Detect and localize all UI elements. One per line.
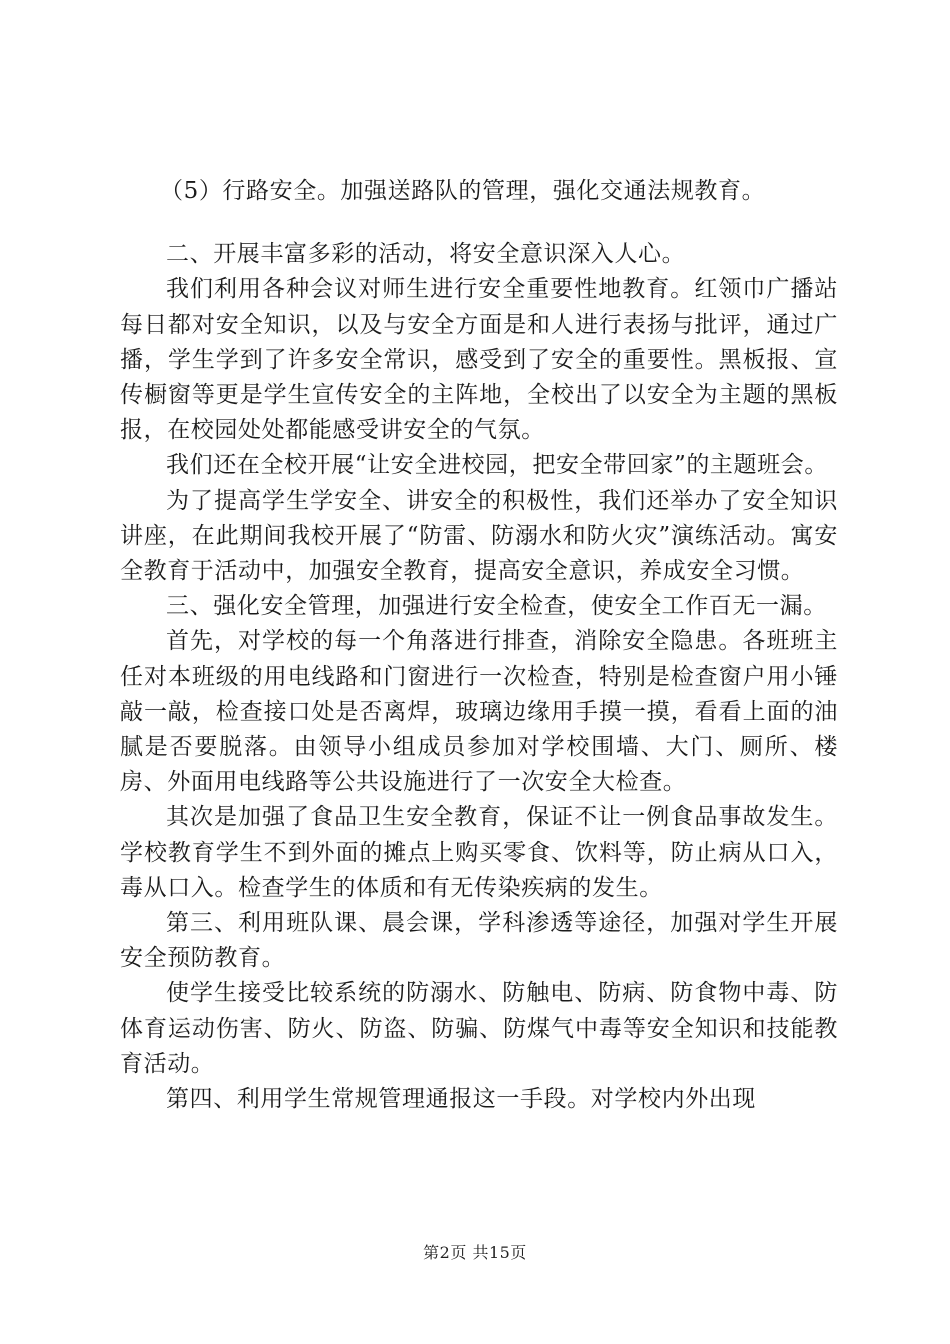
paragraph-class-meeting: 我们还在全校开展“让安全进校园，把安全带回家”的主题班会。 [166,452,828,479]
page-number-footer: 第2页 共15页 [423,1243,527,1262]
document-body [120,174,838,1117]
paragraph-third-point: 第三、利用班队课、晨会课，学科渗透等途径，加强对学生开展安全预防教育。 [120,910,838,972]
paragraph-road-safety: （5）行路安全。加强送路队的管理，强化交通法规教育。 [160,178,766,204]
paragraph-safety-lecture: 为了提高学生学安全、讲安全的积极性，我们还举办了安全知识讲座，在此期间我校开展了“防雷、防溺水和防火灾”演练活动。寓安全教育于活动中，加强安全教育，提高安全意识，养成安全习惯。 [120,487,838,585]
paragraph-inspection: 首先，对学校的每一个角落进行排查，消除安全隐患。各班班主任对本班级的用电线路和门窗进行一次检查，特别是检查窗户用小锤敲一敲，检查接口处是否离焊，玻璃边缘用手摸一摸，看看上面的油腻是否要脱落。由领导小组成员参加对学校围墙、大门、厕所、楼房、外面用电线路等公共设施进行了一次安全大检查。 [120,628,838,796]
heading-section-three: 三、强化安全管理，加强进行安全检查，使安全工作百无一漏。 [166,593,827,620]
paragraph-meetings-education: 我们利用各种会议对师生进行安全重要性地教育。红领巾广播站每日都对安全知识，以及与安全方面是和人进行表扬与批评，通过广播，学生学到了许多安全常识，感受到了安全的重要性。黑板报、宣传橱窗等更是学生宣传安全的主阵地，全校出了以安全为主题的黑板报，在校园处处都能感受讲安全的气氛。 [120,276,838,444]
heading-section-two: 二、开展丰富多彩的活动，将安全意识深入人心。 [166,241,686,268]
paragraph-food-safety: 其次是加强了食品卫生安全教育，保证不让一例食品事故发生。学校教育学生不到外面的摊点上购买零食、饮料等，防止病从口入，毒从口入。检查学生的体质和有无传染疾病的发生。 [120,804,838,901]
paragraph-prevention-education: 使学生接受比较系统的防溺水、防触电、防病、防食物中毒、防体育运动伤害、防火、防盗、防骗、防煤气中毒等安全知识和技能教育活动。 [120,980,838,1077]
paragraph-fourth-point: 第四、利用学生常规管理通报这一手段。对学校内外出现 [166,1086,756,1113]
